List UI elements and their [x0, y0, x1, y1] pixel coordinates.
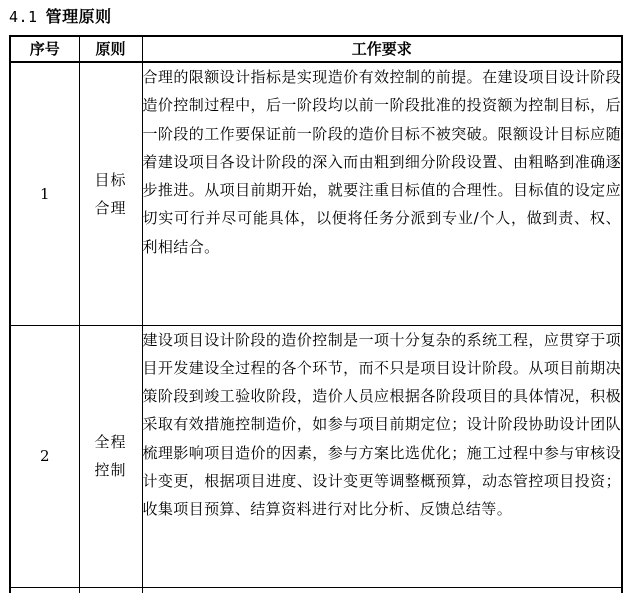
table-header-row [10, 36, 622, 62]
row-seq: 2 [10, 325, 79, 587]
section-title [9, 5, 112, 29]
row-principle-cell [79, 62, 142, 325]
row-seq: 1 [10, 62, 79, 325]
stub-cell [79, 587, 142, 593]
row-requirement: 合理的限额设计指标是实现造价有效控制的前提。在建设项目设计阶段造价控制过程中，后一阶段均以前一阶段批准的投资额为控制目标，后一阶段的工作要保证前一阶段的造价目标不被突破。限额设计目标应随着建设项目各设计阶段的深入而由粗到细分阶段设置、由粗略到准确逐步推进。从项目前期开始，就要注重目标值的合理性。目标值的设定应切实可行并尽可能具体，以便将任务分派到专业/个人，做到责、权、利相结合。 [142, 62, 622, 325]
header-seq: 序号 [10, 36, 79, 62]
row-principle: 全程控制 [94, 433, 127, 479]
stub-cell [142, 587, 622, 593]
header-requirement: 工作要求 [142, 36, 622, 62]
section-number: 4.1 [9, 8, 38, 26]
stub-cell [10, 587, 79, 593]
row-principle: 目标合理 [94, 170, 127, 217]
header-principle: 原则 [79, 36, 142, 62]
section-title-text: 管理原则 [45, 7, 112, 26]
row-requirement: 建设项目设计阶段的造价控制是一项十分复杂的系统工程，应贯穿于项目开发建设全过程的各个环节，而不只是项目设计阶段。从项目前期决策阶段到竣工验收阶段，造价人员应根据各阶段项目的具体情况，积极采取有效措施控制造价，如参与项目前期定位；设计阶段协助设计团队梳理影响项目造价的因素，参与方案比选优化；施工过程中参与审核设计变更，根据项目进度、设计变更等调整概预算，动态管控项目投资；收集项目预算、结算资料进行对比分析、反馈总结等。 [142, 325, 622, 587]
table-row [10, 325, 622, 587]
principles-table [9, 35, 623, 593]
table-row-continued [10, 587, 622, 593]
table-row [10, 62, 622, 325]
row-principle-cell [79, 325, 142, 587]
